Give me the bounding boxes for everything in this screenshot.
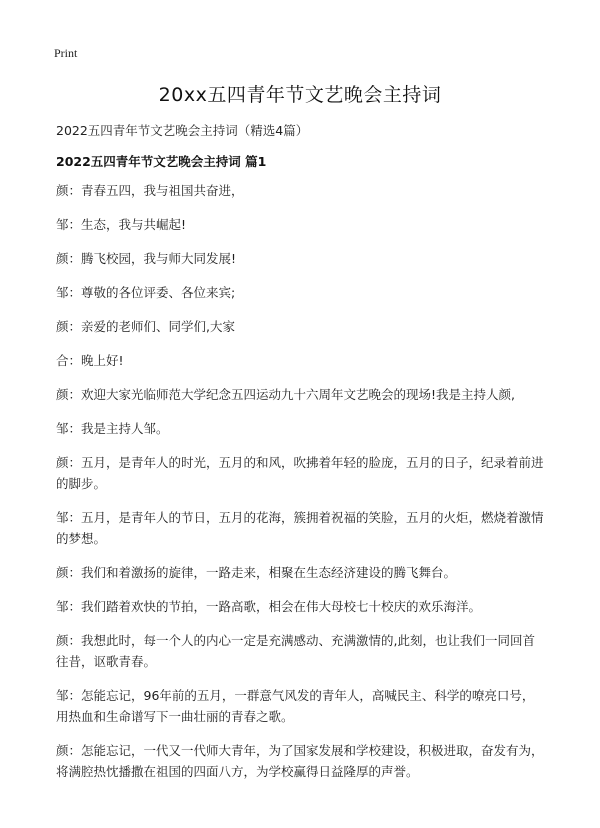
paragraph: 邹：尊敬的各位评委、各位来宾; [56, 285, 236, 300]
paragraph: 颜：亲爱的老师们、同学们,大家 [56, 319, 235, 334]
paragraph: 颜：腾飞校园，我与师大同发展! [56, 251, 237, 266]
paragraph: 颜：欢迎大家光临师范大学纪念五四运动九十六周年文艺晚会的现场!我是主持人颜, [56, 387, 515, 402]
paragraph: 邹：生态，我与共崛起! [56, 217, 187, 232]
paragraph: 颜：怎能忘记，一代又一代师大青年，为了国家发展和学校建设，积极进取，奋发有为，将满腔热忱播撒在祖国的四面八方，为学校赢得日益隆厚的声誉。 [56, 743, 544, 779]
paragraph: 颜：我们和着激扬的旋律，一路走来，相聚在生态经济建设的腾飞舞台。 [56, 565, 457, 580]
document-subtitle: 2022五四青年节文艺晚会主持词（精选4篇） [56, 123, 309, 138]
section-heading: 2022五四青年节文艺晚会主持词 篇1 [56, 154, 267, 169]
page-title: 20xx五四青年节文艺晚会主持词 [158, 84, 442, 106]
paragraph: 颜：青春五四，我与祖国共奋进， [56, 183, 244, 198]
paragraph: 邹：我是主持人邹。 [56, 421, 169, 436]
paragraph: 颜：五月，是青年人的时光，五月的和风，吹拂着年轻的脸庞，五月的日子，纪录着前进的脚步。 [56, 455, 544, 491]
paragraph: 邹：怎能忘记，96年前的五月，一群意气风发的青年人，高喊民主、科学的嘹亮口号，用热血和生命谱写下一曲壮丽的青春之歌。 [56, 688, 535, 724]
paragraph: 颜：我想此时，每一个人的内心一定是充满感动、充满激情的,此刻，也让我们一同回首往昔，讴歌青春。 [56, 633, 535, 669]
document-body [56, 180, 546, 795]
paragraph: 邹：五月，是青年人的节日，五月的花海，簇拥着祝福的笑脸，五月的火炬，燃烧着激情的梦想。 [56, 510, 544, 546]
print-link[interactable]: Print [54, 46, 78, 60]
paragraph: 合：晚上好! [56, 353, 124, 368]
paragraph: 邹：我们踏着欢快的节拍，一路高歌，相会在伟大母校七十校庆的欢乐海洋。 [56, 599, 482, 614]
